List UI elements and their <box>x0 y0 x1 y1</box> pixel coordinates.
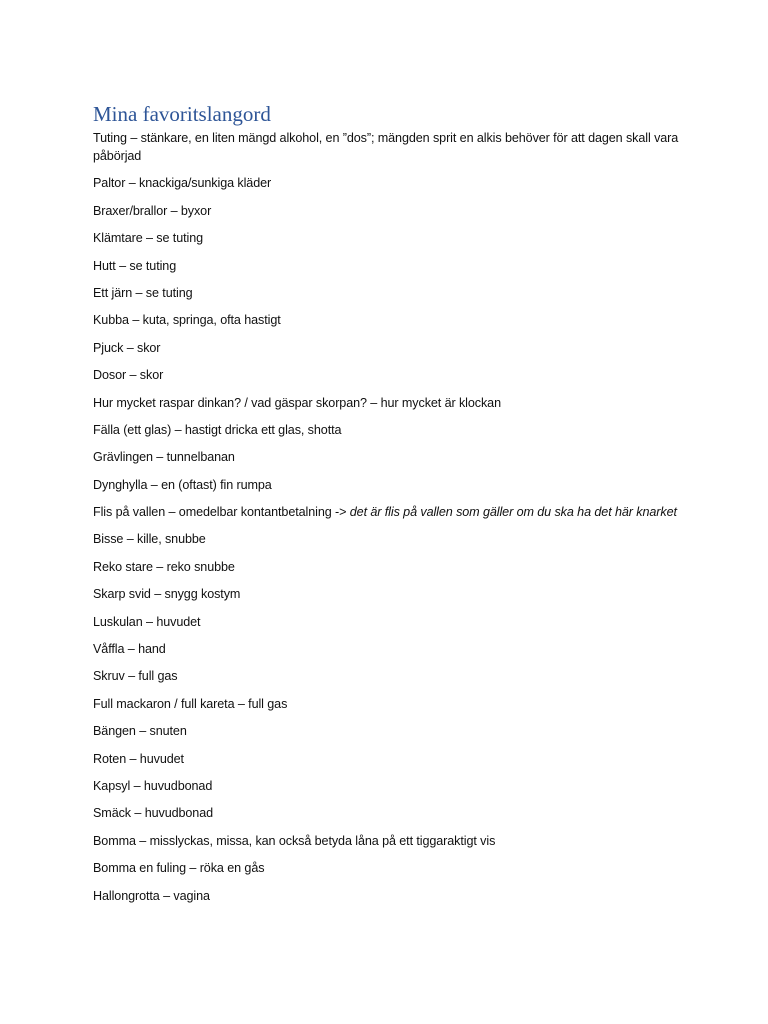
list-item <box>93 448 693 466</box>
list-item <box>93 887 693 905</box>
entry-text: Bomma – misslyckas, missa, kan också betyda låna på ett tiggaraktigt vis <box>93 833 496 848</box>
entry-text: Klämtare – se tuting <box>93 231 204 246</box>
entry-text: Smäck – huvudbonad <box>93 806 214 821</box>
list-item <box>93 804 693 822</box>
list-item <box>93 394 693 412</box>
list-item <box>93 257 693 275</box>
entry-text: Bisse – kille, snubbe <box>93 532 206 547</box>
entry-list <box>93 129 693 905</box>
list-item <box>93 859 693 877</box>
entry-text: Luskulan – huvudet <box>93 614 201 629</box>
entry-text: Braxer/brallor – byxor <box>93 203 212 218</box>
entry-text: Hur mycket raspar dinkan? / vad gäspar skorpan? – hur mycket är klockan <box>93 395 501 410</box>
entry-text: Skarp svid – snygg kostym <box>93 587 241 602</box>
entry-text: Reko stare – reko snubbe <box>93 559 235 574</box>
entry-text: Skruv – full gas <box>93 669 178 684</box>
list-item <box>93 174 693 192</box>
entry-text: Roten – huvudet <box>93 751 184 766</box>
entry-text: Tuting – stänkare, en liten mängd alkohol, en ”dos”; mängden sprit en alkis behöver för att dagen skall vara påbörjad <box>93 131 679 163</box>
entry-example: det är flis på vallen som gäller om du ska ha det här knarket <box>349 505 677 520</box>
page-title: Mina favoritslangord <box>93 102 271 126</box>
list-item <box>93 366 693 384</box>
entry-text: Kapsyl – huvudbonad <box>93 778 213 793</box>
list-item <box>93 640 693 658</box>
list-item <box>93 530 693 548</box>
entry-text: Flis på vallen – omedelbar kontantbetalning -> <box>93 505 350 520</box>
list-item <box>93 503 693 521</box>
entry-text: Paltor – knackiga/sunkiga kläder <box>93 176 272 191</box>
list-item <box>93 777 693 795</box>
document-page <box>93 102 693 914</box>
entry-text: Dynghylla – en (oftast) fin rumpa <box>93 477 272 492</box>
list-item <box>93 722 693 740</box>
list-item <box>93 229 693 247</box>
entry-text: Hallongrotta – vagina <box>93 888 210 903</box>
entry-text: Fälla (ett glas) – hastigt dricka ett glas, shotta <box>93 422 342 437</box>
list-item <box>93 311 693 329</box>
list-item <box>93 613 693 631</box>
list-item <box>93 585 693 603</box>
entry-text: Dosor – skor <box>93 368 164 383</box>
list-item <box>93 284 693 302</box>
entry-text: Pjuck – skor <box>93 340 161 355</box>
list-item <box>93 750 693 768</box>
entry-text: Våffla – hand <box>93 642 166 657</box>
list-item <box>93 339 693 357</box>
entry-text: Kubba – kuta, springa, ofta hastigt <box>93 313 281 328</box>
entry-text: Full mackaron / full kareta – full gas <box>93 696 288 711</box>
list-item <box>93 421 693 439</box>
list-item <box>93 476 693 494</box>
list-item <box>93 129 693 165</box>
entry-text: Grävlingen – tunnelbanan <box>93 450 235 465</box>
list-item <box>93 202 693 220</box>
entry-text: Bomma en fuling – röka en gås <box>93 861 265 876</box>
list-item <box>93 558 693 576</box>
list-item <box>93 832 693 850</box>
entry-text: Hutt – se tuting <box>93 258 177 273</box>
list-item <box>93 695 693 713</box>
entry-text: Ett järn – se tuting <box>93 285 193 300</box>
entry-text: Bängen – snuten <box>93 724 187 739</box>
list-item <box>93 667 693 685</box>
